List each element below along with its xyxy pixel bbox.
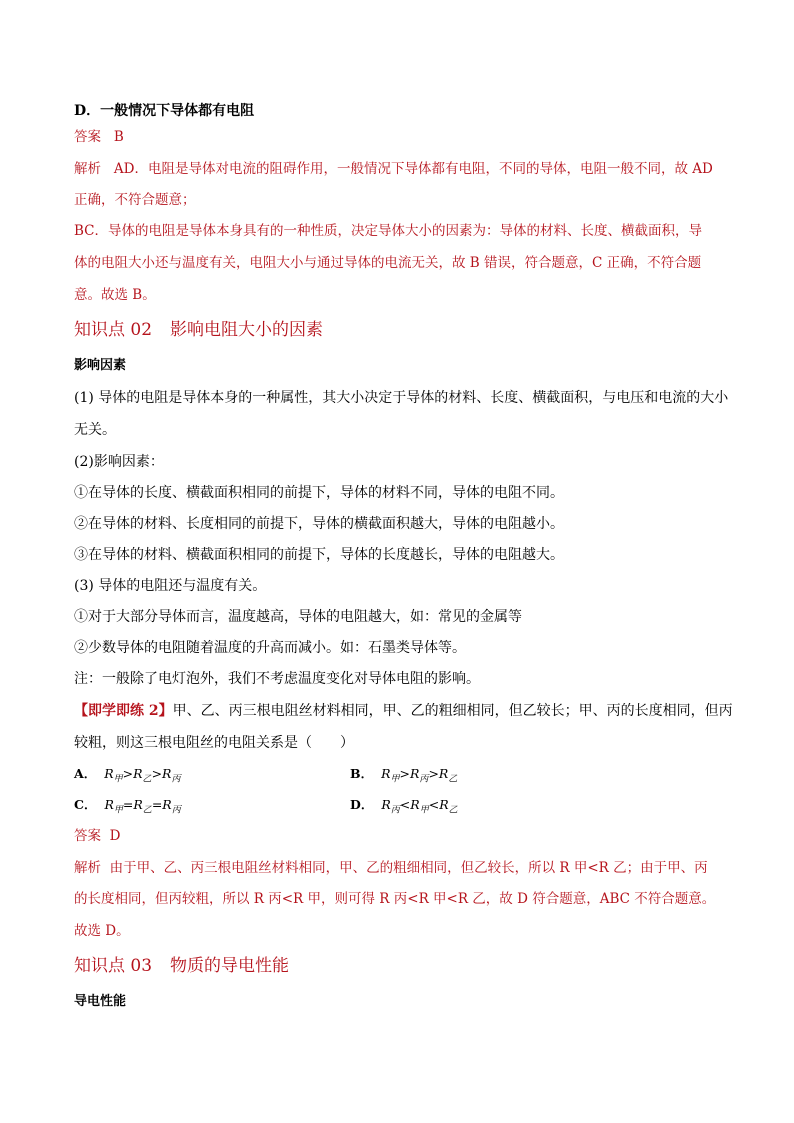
answer-value: B	[113, 129, 124, 145]
symbol-r: R	[381, 766, 391, 781]
subscript: 甲	[390, 774, 400, 785]
section-heading	[74, 320, 724, 340]
analysis-line-5: 意。故选 B。	[74, 287, 156, 303]
option-label: C．	[74, 797, 97, 812]
section-subtitle: 影响因素	[74, 358, 127, 373]
paragraph-2: (2)影响因素：	[74, 454, 164, 470]
symbol-r: R	[439, 797, 449, 812]
analysis-2-line-1	[74, 858, 724, 878]
section-subtitle-3: 导电性能	[74, 994, 127, 1009]
paragraph-3-item-b: ②少数导体的电阻随着温度的升高而减小。如：石墨类导体等。	[74, 640, 466, 656]
note: 注：一般除了电灯泡外，我们不考虑温度变化对导体电阻的影响。	[74, 671, 480, 687]
symbol-r: R	[104, 797, 114, 812]
option-b[interactable]	[350, 764, 457, 790]
symbol-r: R	[381, 797, 391, 812]
operator: >	[151, 766, 163, 781]
question-2-stem-line-1	[74, 701, 733, 721]
operator: <	[428, 797, 440, 812]
symbol-r: R	[438, 766, 449, 781]
analysis-line-4: 体的电阻大小还与温度有关，电阻大小与通过导体的电流无关，故 B 错误，符合题意，C 正确，不符合题	[74, 255, 702, 271]
subscript: 乙	[142, 774, 152, 785]
subscript: 乙	[142, 805, 152, 816]
symbol-r: R	[104, 766, 114, 781]
answer-value: D	[109, 828, 121, 844]
subscript: 丙	[171, 805, 181, 816]
question-stem: 甲、乙、丙三根电阻丝材料相同，甲、乙的粗细相同，但乙较长；甲、丙的长度相同，但丙	[172, 703, 733, 719]
operator: >	[122, 766, 134, 781]
option-c[interactable]	[74, 795, 181, 821]
option-d-text	[74, 101, 724, 121]
symbol-r: R	[133, 766, 143, 781]
question-tag: 【即学即练 2】	[74, 703, 173, 719]
operator: >	[399, 766, 410, 781]
paragraph-2-item-c: ③在导体的材料、横截面积相同的前提下，导体的长度越长，导体的电阻越大。	[74, 547, 564, 563]
subscript: 甲	[113, 805, 123, 816]
paragraph-3: (3) 导体的电阻还与温度有关。	[74, 578, 267, 594]
section-heading-3	[74, 956, 724, 976]
operator: =	[151, 797, 163, 812]
subscript: 丙	[171, 774, 181, 785]
symbol-r: R	[162, 766, 172, 781]
symbol-r: R	[410, 797, 420, 812]
analysis-line-3: BC．导体的电阻是导体本身具有的一种性质，决定导体大小的因素为：导体的材料、长度、横截面积，导	[74, 223, 702, 239]
symbol-r: R	[133, 797, 143, 812]
analysis-label: 解析	[74, 860, 101, 876]
analysis-2-line-3: 故选 D。	[74, 923, 130, 939]
operator: =	[122, 797, 134, 812]
symbol-r: R	[410, 766, 420, 781]
option-a[interactable]	[74, 764, 180, 790]
section-title: 影响电阻大小的因素	[170, 320, 324, 340]
paragraph-2-item-b: ②在导体的材料、长度相同的前提下，导体的横截面积越大，导体的电阻越小。	[74, 516, 564, 532]
section-number: 知识点 03	[74, 956, 153, 976]
question-2-stem-line-2: 较粗，则这三根电阻丝的电阻关系是（ ）	[74, 735, 354, 751]
option-d[interactable]	[350, 795, 458, 821]
subscript: 甲	[419, 805, 429, 816]
analysis-text: 由于甲、乙、丙三根电阻丝材料相同，甲、乙的粗细相同，但乙较长，所以 R 甲<R 乙；由于甲、丙	[109, 860, 708, 876]
analysis-line-2: 正确，不符合题意；	[74, 192, 196, 208]
subscript: 丙	[419, 774, 429, 785]
option-label: A．	[74, 766, 97, 781]
analysis-line-1	[74, 159, 724, 179]
paragraph-2-item-a: ①在导体的长度、横截面积相同的前提下，导体的材料不同，导体的电阻不同。	[74, 485, 564, 501]
option-label: B．	[350, 766, 374, 781]
subscript: 乙	[448, 774, 458, 785]
operator: <	[399, 797, 411, 812]
answer-line-2	[74, 826, 724, 846]
analysis-2-line-2: 的长度相同，但丙较粗，所以 R 丙<R 甲，则可得 R 丙<R 甲<R 乙，故 D 符合题意，ABC 不符合题意。	[74, 891, 716, 907]
paragraph-1-line-1: (1) 导体的电阻是导体本身的一种属性，其大小决定于导体的材料、长度、横截面积，与电压和电流的大小	[74, 390, 729, 406]
answer-label: 答案	[74, 828, 101, 844]
paragraph-1-line-2: 无关。	[74, 422, 116, 438]
analysis-label: 解析	[74, 161, 101, 177]
symbol-r: R	[162, 797, 172, 812]
subscript: 甲	[113, 774, 123, 785]
answer-label: 答案	[74, 129, 101, 145]
section-title: 物质的导电性能	[170, 956, 290, 976]
paragraph-3-item-a: ①对于大部分导体而言，温度越高，导体的电阻越大，如：常见的金属等	[74, 609, 522, 625]
section-number: 知识点 02	[74, 320, 153, 340]
option-label: D．	[350, 797, 374, 812]
answer-line	[74, 127, 724, 147]
option-d-label: D．一般情况下导体都有电阻	[74, 103, 255, 119]
subscript: 丙	[390, 805, 400, 816]
analysis-text: AD．电阻是导体对电流的阻碍作用，一般情况下导体都有电阻，不同的导体，电阻一般不同，故 AD	[113, 161, 713, 177]
subscript: 乙	[448, 805, 458, 816]
operator: >	[428, 766, 439, 781]
